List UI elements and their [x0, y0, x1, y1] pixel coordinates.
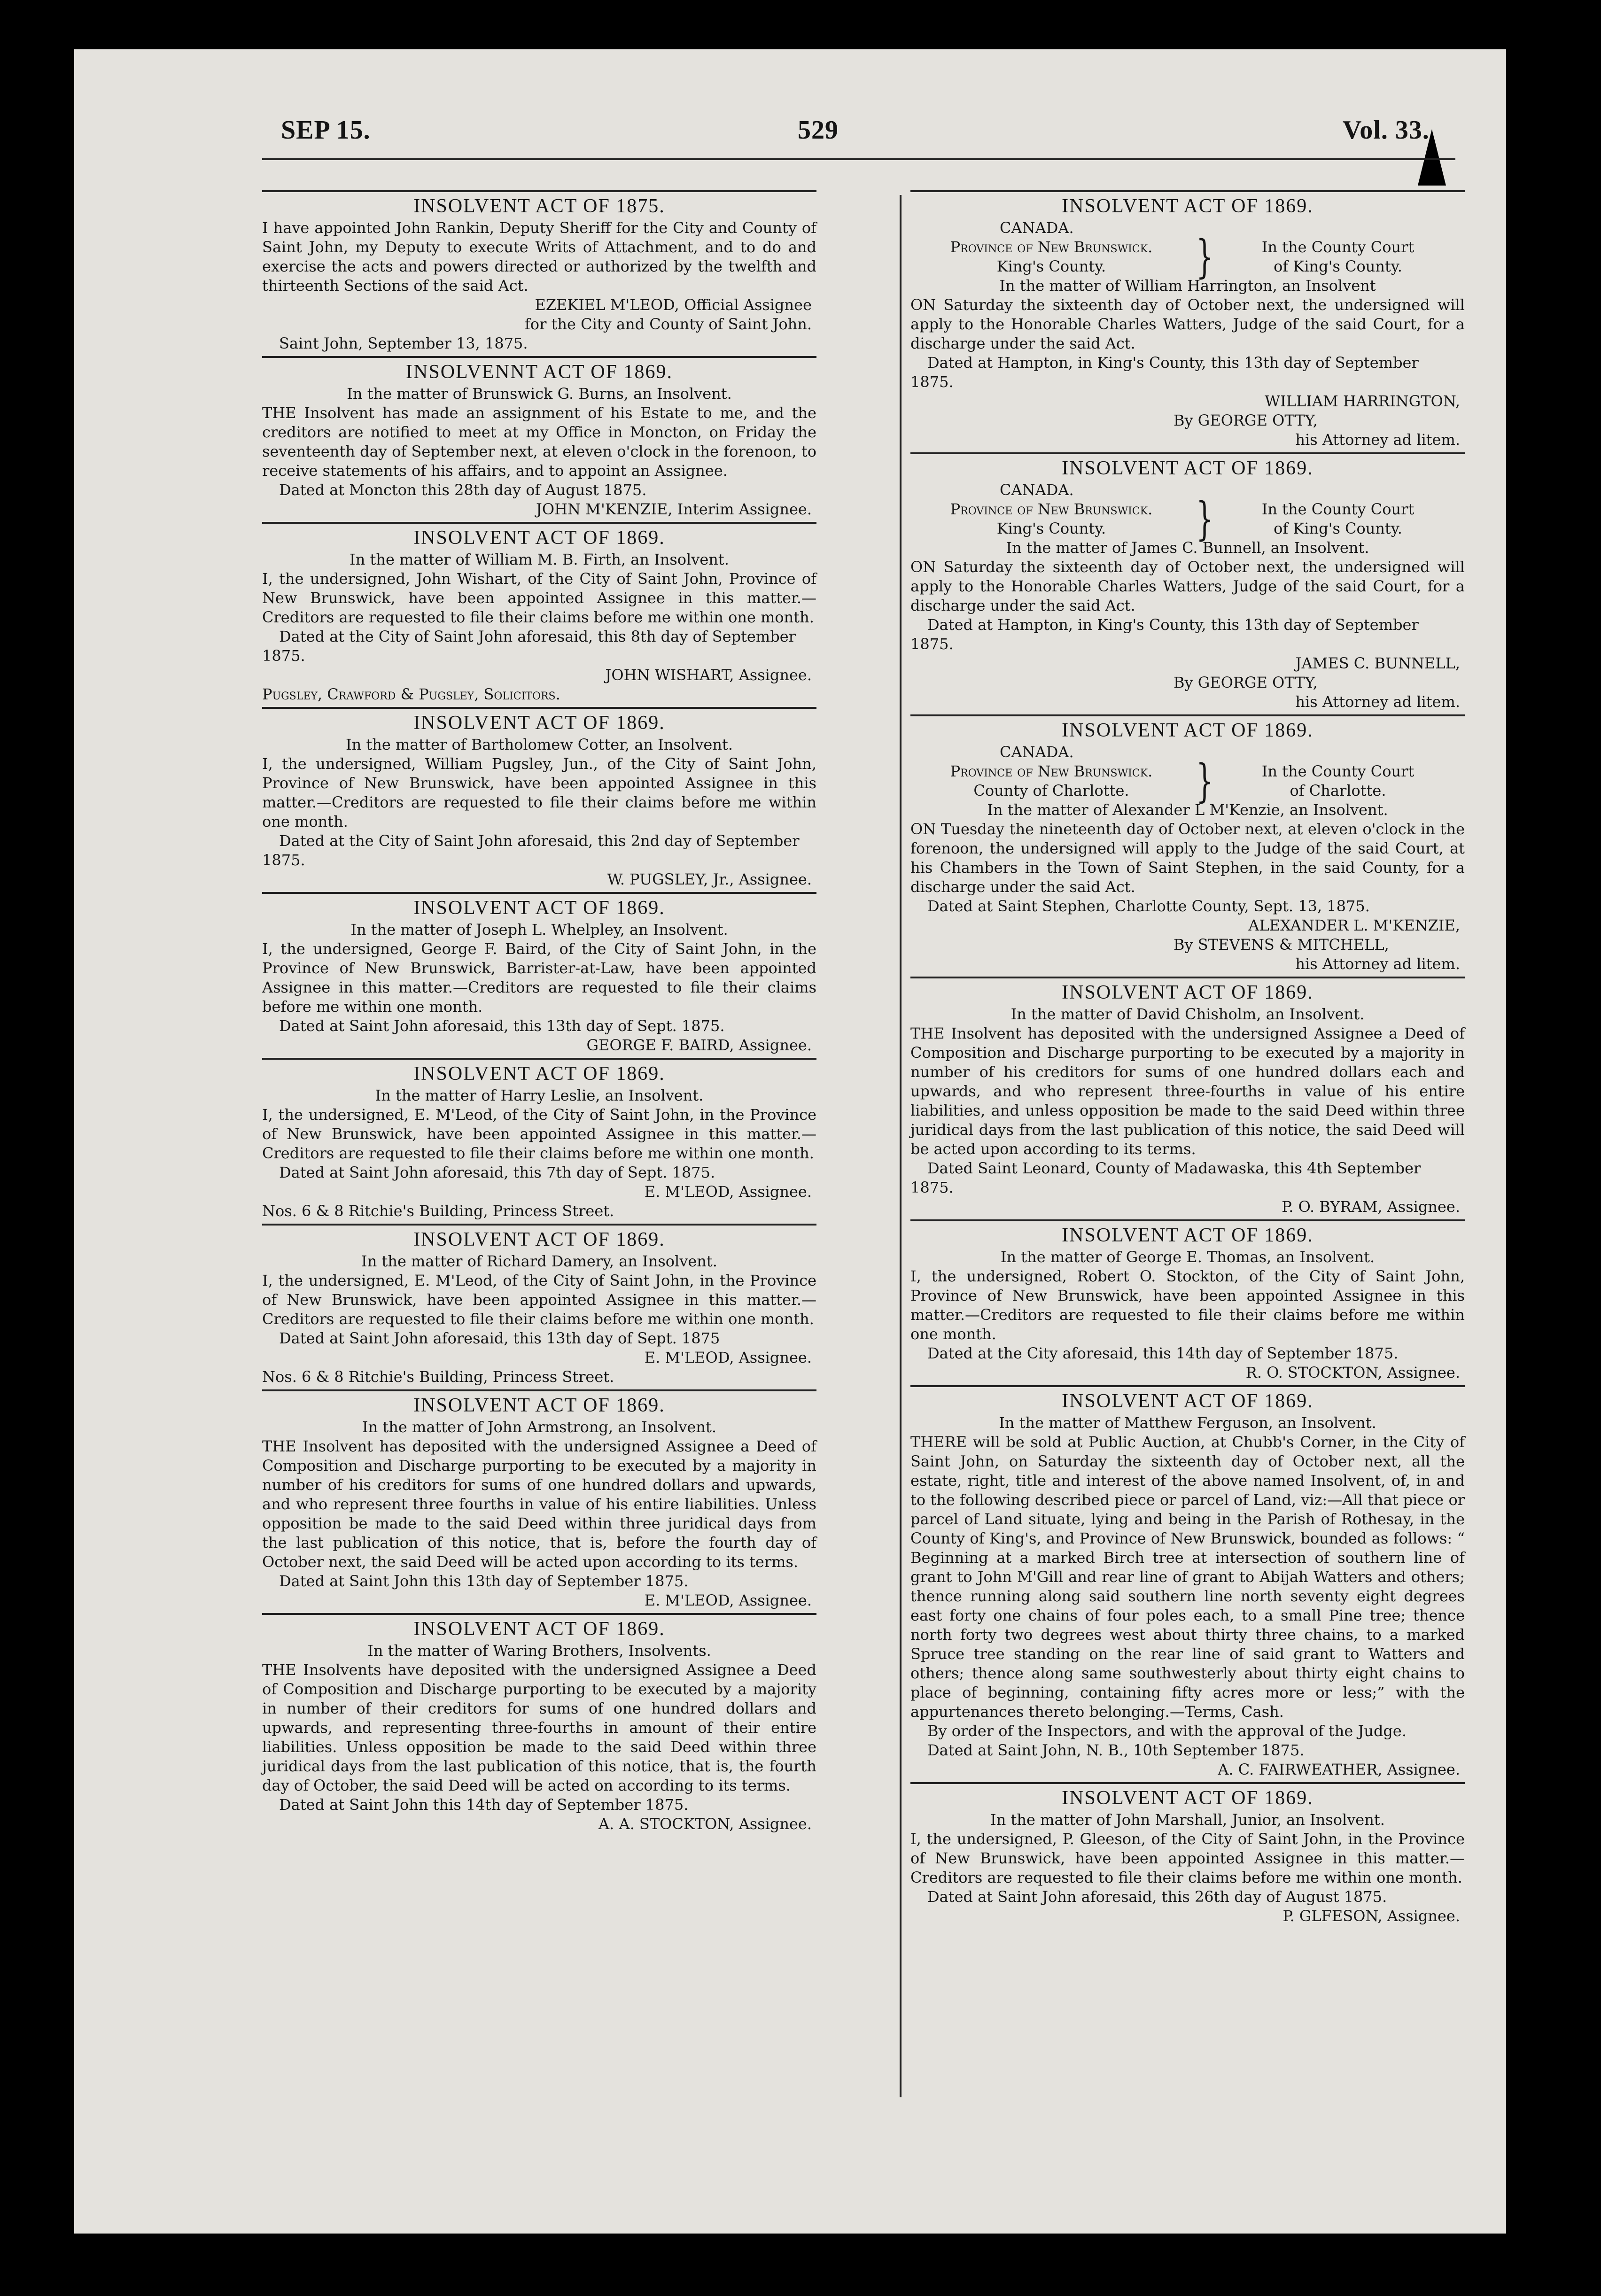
notice-body: I, the undersigned, John Wishart, of the City of Saint John, Province of New Brunswick, have been appointed Assignee in this matter.—Creditors are requested to file their claims before me within one month.	[262, 570, 816, 626]
notice-harrington	[910, 190, 1465, 452]
notice-body: I, the undersigned, George F. Baird, of the City of Saint John, in the Province of New Brunswick, Barrister-at-Law, have been appointed Assignee in this matter.—Creditors are requested to file their claims before me within one month.	[262, 940, 816, 1016]
notice-burns	[262, 356, 816, 522]
notice-matter: In the matter of James C. Bunnell, an Insolvent.	[1006, 539, 1369, 557]
notice-waring	[262, 1613, 816, 1837]
notice-date: Dated at Saint John aforesaid, this 7th day of Sept. 1875.	[279, 1164, 715, 1181]
notice-country: CANADA.	[1000, 481, 1074, 499]
notice-ferguson	[910, 1385, 1465, 1782]
court-province: Province of New Brunswick.	[950, 500, 1153, 518]
notice-date: Dated at Saint John, N. B., 10th September 1875.	[927, 1741, 1305, 1759]
notice-body: I have appointed John Rankin, Deputy Sheriff for the City and County of Saint John, my Deputy to execute Writs of Attachment, and to do and exercise the acts and powers directed or authorized by the twelfth and thirteenth Sections of the said Act.	[262, 219, 816, 295]
notice-date: Dated Saint Leonard, County of Madawaska, this 4th September 1875.	[910, 1159, 1421, 1196]
court-block	[910, 493, 1465, 545]
notice-signature: E. M'LEOD, Assignee.	[644, 1591, 812, 1609]
court-name-line2: of Charlotte.	[1290, 782, 1386, 799]
notice-body: THE Insolvent has deposited with the undersigned Assignee a Deed of Composition and Discharge purporting to be executed by a majority in number of his creditors for sums of one hundred dollars and upwards, and who represent three fourths in value of his entire liabilities. Unless opposition be made to the said Deed within three juridical days from the last publication of this notice, that is, before the fourth day of October next, the said Deed will be acted upon according to its terms.	[262, 1437, 816, 1571]
notice-title: INSOLVENT ACT OF 1869.	[1062, 982, 1313, 1003]
notice-title: INSOLVENT ACT OF 1869.	[413, 1618, 665, 1640]
notice-body: I, the undersigned, William Pugsley, Jun., of the City of Saint John, Province of New Brunswick, have been appointed Assignee in this matter.—Creditors are requested to file their claims before me within one month.	[262, 755, 816, 830]
notice-body: I, the undersigned, Robert O. Stockton, of the City of Saint John, Province of New Brunswick, have been appointed Assignee in this matter.—Creditors are requested to file their claims before me within one month.	[910, 1267, 1465, 1343]
notice-signature: R. O. STOCKTON, Assignee.	[1245, 1364, 1460, 1381]
notice-address: Nos. 6 & 8 Ritchie's Building, Princess Street.	[262, 1368, 614, 1386]
notice-matter: In the matter of William Harrington, an Insolvent	[999, 277, 1376, 295]
notice-title: INSOLVENT ACT OF 1869.	[413, 1063, 665, 1085]
notice-title: INSOLVENT ACT OF 1869.	[1062, 1787, 1313, 1809]
notice-matter: In the matter of William M. B. Firth, an Insolvent.	[350, 551, 729, 568]
notice-matter: In the matter of Matthew Ferguson, an Insolvent.	[999, 1414, 1376, 1432]
notice-matter: In the matter of Joseph L. Whelpley, an Insolvent.	[350, 921, 728, 939]
notice-signature: A. C. FAIRWEATHER, Assignee.	[1218, 1761, 1460, 1778]
notice-matter: In the matter of Harry Leslie, an Insolvent.	[375, 1086, 704, 1104]
notice-body: ON Saturday the sixteenth day of October next, the undersigned will apply to the Honorable Charles Watters, Judge of the said Court, for a discharge under the said Act.	[910, 558, 1465, 614]
notice-date: Dated at Hampton, in King's County, this 13th day of September 1875.	[910, 354, 1419, 391]
notice-signature-by: By GEORGE OTTY,	[1174, 411, 1318, 429]
notice-date: Dated at Hampton, in King's County, this 13th day of September 1875.	[910, 616, 1419, 653]
notice-title: INSOLVENT ACT OF 1869.	[413, 712, 665, 734]
notice-signature: JOHN WISHART, Assignee.	[605, 666, 812, 684]
notice-body: THE Insolvent has made an assignment of his Estate to me, and the creditors are notified to meet at my Office in Moncton, on Friday the seventeenth day of September next, at eleven o'clock in the forenoon, to receive statements of his affairs, and to appoint an Assignee.	[262, 404, 816, 480]
notice-matter: In the matter of David Chisholm, an Insolvent.	[1010, 1005, 1365, 1023]
notice-body: THERE will be sold at Public Auction, at Chubb's Corner, in the City of Saint John, on Saturday the sixteenth day of October next, all the estate, right, title and interest of the above named Insolvent, of, in and to the following described piece or parcel of Land, viz:—All that piece or parcel of Land situate, lying and being in the Parish of Rothesay, in the County of King's, and Province of New Brunswick, bounded as follows: “ Beginning at a marked Birch tree at intersection of southern line of grant to John M'Gill and rear line of grant to Abijah Watters and others; thence running along said southern line north seventy eight degrees east forty one chains of four poles each, to a small Pine tree; thence north forty two degrees west about thirty three chains, to a marked Spruce tree standing on the rear line of said grant to Watters and others; thence along same southwesterly about thirty eight chains to place of beginning, containing fifty acres more or less;” with the appurtenances thereto belonging.—Terms, Cash.	[910, 1433, 1465, 1721]
notice-date: Dated at Saint John aforesaid, this 13th day of Sept. 1875.	[279, 1017, 725, 1035]
notice-title: INSOLVENT ACT OF 1869.	[1062, 1225, 1313, 1246]
notice-address: Nos. 6 & 8 Ritchie's Building, Princess Street.	[262, 1202, 614, 1220]
header-date: SEP 15.	[281, 116, 371, 145]
court-province: Province of New Brunswick.	[950, 762, 1153, 780]
notice-date: Dated at Saint John this 14th day of September 1875.	[279, 1796, 689, 1814]
notice-title: INSOLVENT ACT OF 1869.	[413, 1229, 665, 1250]
notice-body: I, the undersigned, E. M'Leod, of the City of Saint John, in the Province of New Brunswick, have been appointed Assignee in this matter.—Creditors are requested to file their claims before me within one month.	[262, 1272, 816, 1328]
notice-signature: E. M'LEOD, Assignee.	[644, 1349, 812, 1366]
notice-signature-line2: for the City and County of Saint John.	[524, 315, 812, 333]
court-name-line2: of King's County.	[1274, 520, 1402, 537]
court-block	[910, 231, 1465, 283]
notice-date: Dated at Saint John aforesaid, this 26th day of August 1875.	[927, 1888, 1387, 1906]
notice-signature-attorney: his Attorney ad litem.	[1295, 693, 1460, 711]
notice-signature: P. O. BYRAM, Assignee.	[1282, 1198, 1460, 1216]
notice-matter: In the matter of Waring Brothers, Insolvents.	[367, 1642, 711, 1660]
notice-title: INSOLVENT ACT OF 1869.	[1062, 195, 1313, 217]
notice-damery	[262, 1224, 816, 1389]
notice-date: Dated at the City aforesaid, this 14th day of September 1875.	[927, 1344, 1399, 1362]
notice-date: Dated at Saint John aforesaid, this 13th day of Sept. 1875	[279, 1329, 720, 1347]
notice-date: Dated at the City of Saint John aforesaid, this 8th day of September 1875.	[262, 628, 796, 665]
notice-marshall	[910, 1782, 1465, 1929]
notice-body: THE Insolvents have deposited with the undersigned Assignee a Deed of Composition and Discharge purporting to be executed by a majority in number of their creditors for sums of one hundred dollars and upwards, and representing three-fourths in amount of their entire liabilities. Unless opposition be made to the said Deed within three juridical days from the last publication of this notice, that is, the fourth day of October, the said Deed will be acted on according to its terms.	[262, 1661, 816, 1794]
notice-signature: A. A. STOCKTON, Assignee.	[598, 1815, 812, 1833]
left-column	[262, 190, 816, 1837]
right-column	[910, 190, 1465, 1929]
header-volume: Vol. 33.	[1343, 116, 1430, 145]
notice-matter: In the matter of Alexander L M'Kenzie, an Insolvent.	[987, 801, 1388, 819]
notice-signature: EZEKIEL M'LEOD, Official Assignee	[535, 296, 812, 314]
notice-signature-attorney: his Attorney ad litem.	[1295, 431, 1460, 449]
scanned-page	[74, 49, 1506, 2234]
notice-date: Dated at the City of Saint John aforesaid, this 2nd day of September 1875.	[262, 832, 800, 869]
court-county: King's County.	[996, 520, 1106, 537]
notice-solicitors: Pugsley, Crawford & Pugsley, Solicitors.	[262, 685, 560, 703]
court-name: In the County Court	[1261, 238, 1414, 256]
notice-country: CANADA.	[1000, 743, 1074, 761]
notice-title: INSOLVENT ACT OF 1869.	[1062, 1390, 1313, 1412]
notice-body: THE Insolvent has deposited with the undersigned Assignee a Deed of Composition and Discharge purporting to be executed by a majority in number of his creditors for sums of one hundred dollars each and upwards, and who represent three-fourths in value of his entire liabilities, and unless opposition be made to the said Deed within three juridical days from the last publication of this notice, the said Deed will be acted upon according to its terms.	[910, 1024, 1465, 1158]
notice-cotter	[262, 707, 816, 892]
court-name-line2: of King's County.	[1274, 257, 1402, 275]
notice-title: INSOLVENT ACT OF 1869.	[1062, 720, 1313, 741]
notice-firth	[262, 522, 816, 707]
notice-title: INSOLVENT ACT OF 1869.	[413, 897, 665, 919]
notice-signature-attorney: his Attorney ad litem.	[1295, 955, 1460, 973]
notice-bunnell	[910, 452, 1465, 714]
notice-signature: JOHN M'KENZIE, Interim Assignee.	[536, 500, 812, 518]
brace-glyph: }	[1196, 231, 1213, 283]
court-block	[910, 755, 1465, 807]
notice-signature: W. PUGSLEY, Jr., Assignee.	[607, 870, 812, 888]
notice-thomas	[910, 1219, 1465, 1385]
notice-body: I, the undersigned, P. Gleeson, of the City of Saint John, in the Province of New Brunswick, have been appointed Assignee in this matter.—Creditors are requested to file their claims before me within one month.	[910, 1830, 1465, 1886]
brace-glyph: }	[1196, 755, 1213, 807]
notice-title: INSOLVENT ACT OF 1869.	[1062, 458, 1313, 479]
notice-signature: JAMES C. BUNNELL,	[1295, 654, 1460, 672]
notice-signature: GEORGE F. BAIRD, Assignee.	[586, 1036, 812, 1054]
notice-armstrong	[262, 1389, 816, 1613]
notice-chisholm	[910, 977, 1465, 1219]
notice-signature-by: By GEORGE OTTY,	[1174, 674, 1318, 691]
court-name: In the County Court	[1261, 762, 1414, 780]
notice-body: ON Saturday the sixteenth day of October next, the undersigned will apply to the Honorable Charles Watters, Judge of the said Court, for a discharge under the said Act.	[910, 296, 1465, 352]
notice-date: Dated at Saint Stephen, Charlotte County, Sept. 13, 1875.	[927, 897, 1370, 915]
notice-signature: P. GLFESON, Assignee.	[1282, 1907, 1460, 1925]
notice-inspectors: By order of the Inspectors, and with the approval of the Judge.	[927, 1722, 1407, 1740]
notice-rankin	[262, 190, 816, 356]
notice-matter: In the matter of Brunswick G. Burns, an Insolvent.	[347, 385, 732, 403]
notice-country: CANADA.	[1000, 219, 1074, 237]
notice-matter: In the matter of Bartholomew Cotter, an Insolvent.	[345, 736, 733, 753]
header-rule	[262, 158, 1455, 160]
court-county: County of Charlotte.	[973, 782, 1129, 799]
notice-signature: E. M'LEOD, Assignee.	[644, 1183, 812, 1201]
court-county: King's County.	[996, 257, 1106, 275]
notice-signature: ALEXANDER L. M'KENZIE,	[1248, 916, 1460, 934]
notice-leslie	[262, 1058, 816, 1224]
notice-signature-by: By STEVENS & MITCHELL,	[1174, 936, 1389, 954]
notice-date: Saint John, September 13, 1875.	[279, 334, 528, 352]
court-name: In the County Court	[1261, 500, 1414, 518]
notice-matter: In the matter of Richard Damery, an Insolvent.	[361, 1252, 717, 1270]
header-page-number: 529	[798, 116, 839, 145]
notice-title: INSOLVENNT ACT OF 1869.	[406, 361, 673, 383]
notice-title: INSOLVENT ACT OF 1875.	[413, 195, 665, 217]
notice-body: ON Tuesday the nineteenth day of October next, at eleven o'clock in the forenoon, the undersigned will apply to the Judge of the said Court, at his Chambers in the Town of Saint Stephen, in the said County, for a discharge under the said Act.	[910, 820, 1465, 896]
notice-title: INSOLVENT ACT OF 1869.	[413, 527, 665, 549]
brace-glyph: }	[1196, 493, 1213, 545]
court-province: Province of New Brunswick.	[950, 238, 1153, 256]
notice-matter: In the matter of John Marshall, Junior, an Insolvent.	[990, 1811, 1385, 1829]
notice-signature: WILLIAM HARRINGTON,	[1265, 392, 1460, 410]
notice-title: INSOLVENT ACT OF 1869.	[413, 1395, 665, 1416]
notice-mkenzie	[910, 714, 1465, 977]
notice-matter: In the matter of George E. Thomas, an Insolvent.	[1000, 1248, 1375, 1266]
notice-date: Dated at Moncton this 28th day of August 1875.	[279, 481, 647, 499]
column-divider	[900, 195, 902, 2097]
notice-body: I, the undersigned, E. M'Leod, of the City of Saint John, in the Province of New Brunswick, have been appointed Assignee in this matter.—Creditors are requested to file their claims before me within one month.	[262, 1106, 816, 1162]
notice-whelpley	[262, 892, 816, 1058]
notice-matter: In the matter of John Armstrong, an Insolvent.	[362, 1418, 717, 1436]
notice-date: Dated at Saint John this 13th day of September 1875.	[279, 1572, 689, 1590]
